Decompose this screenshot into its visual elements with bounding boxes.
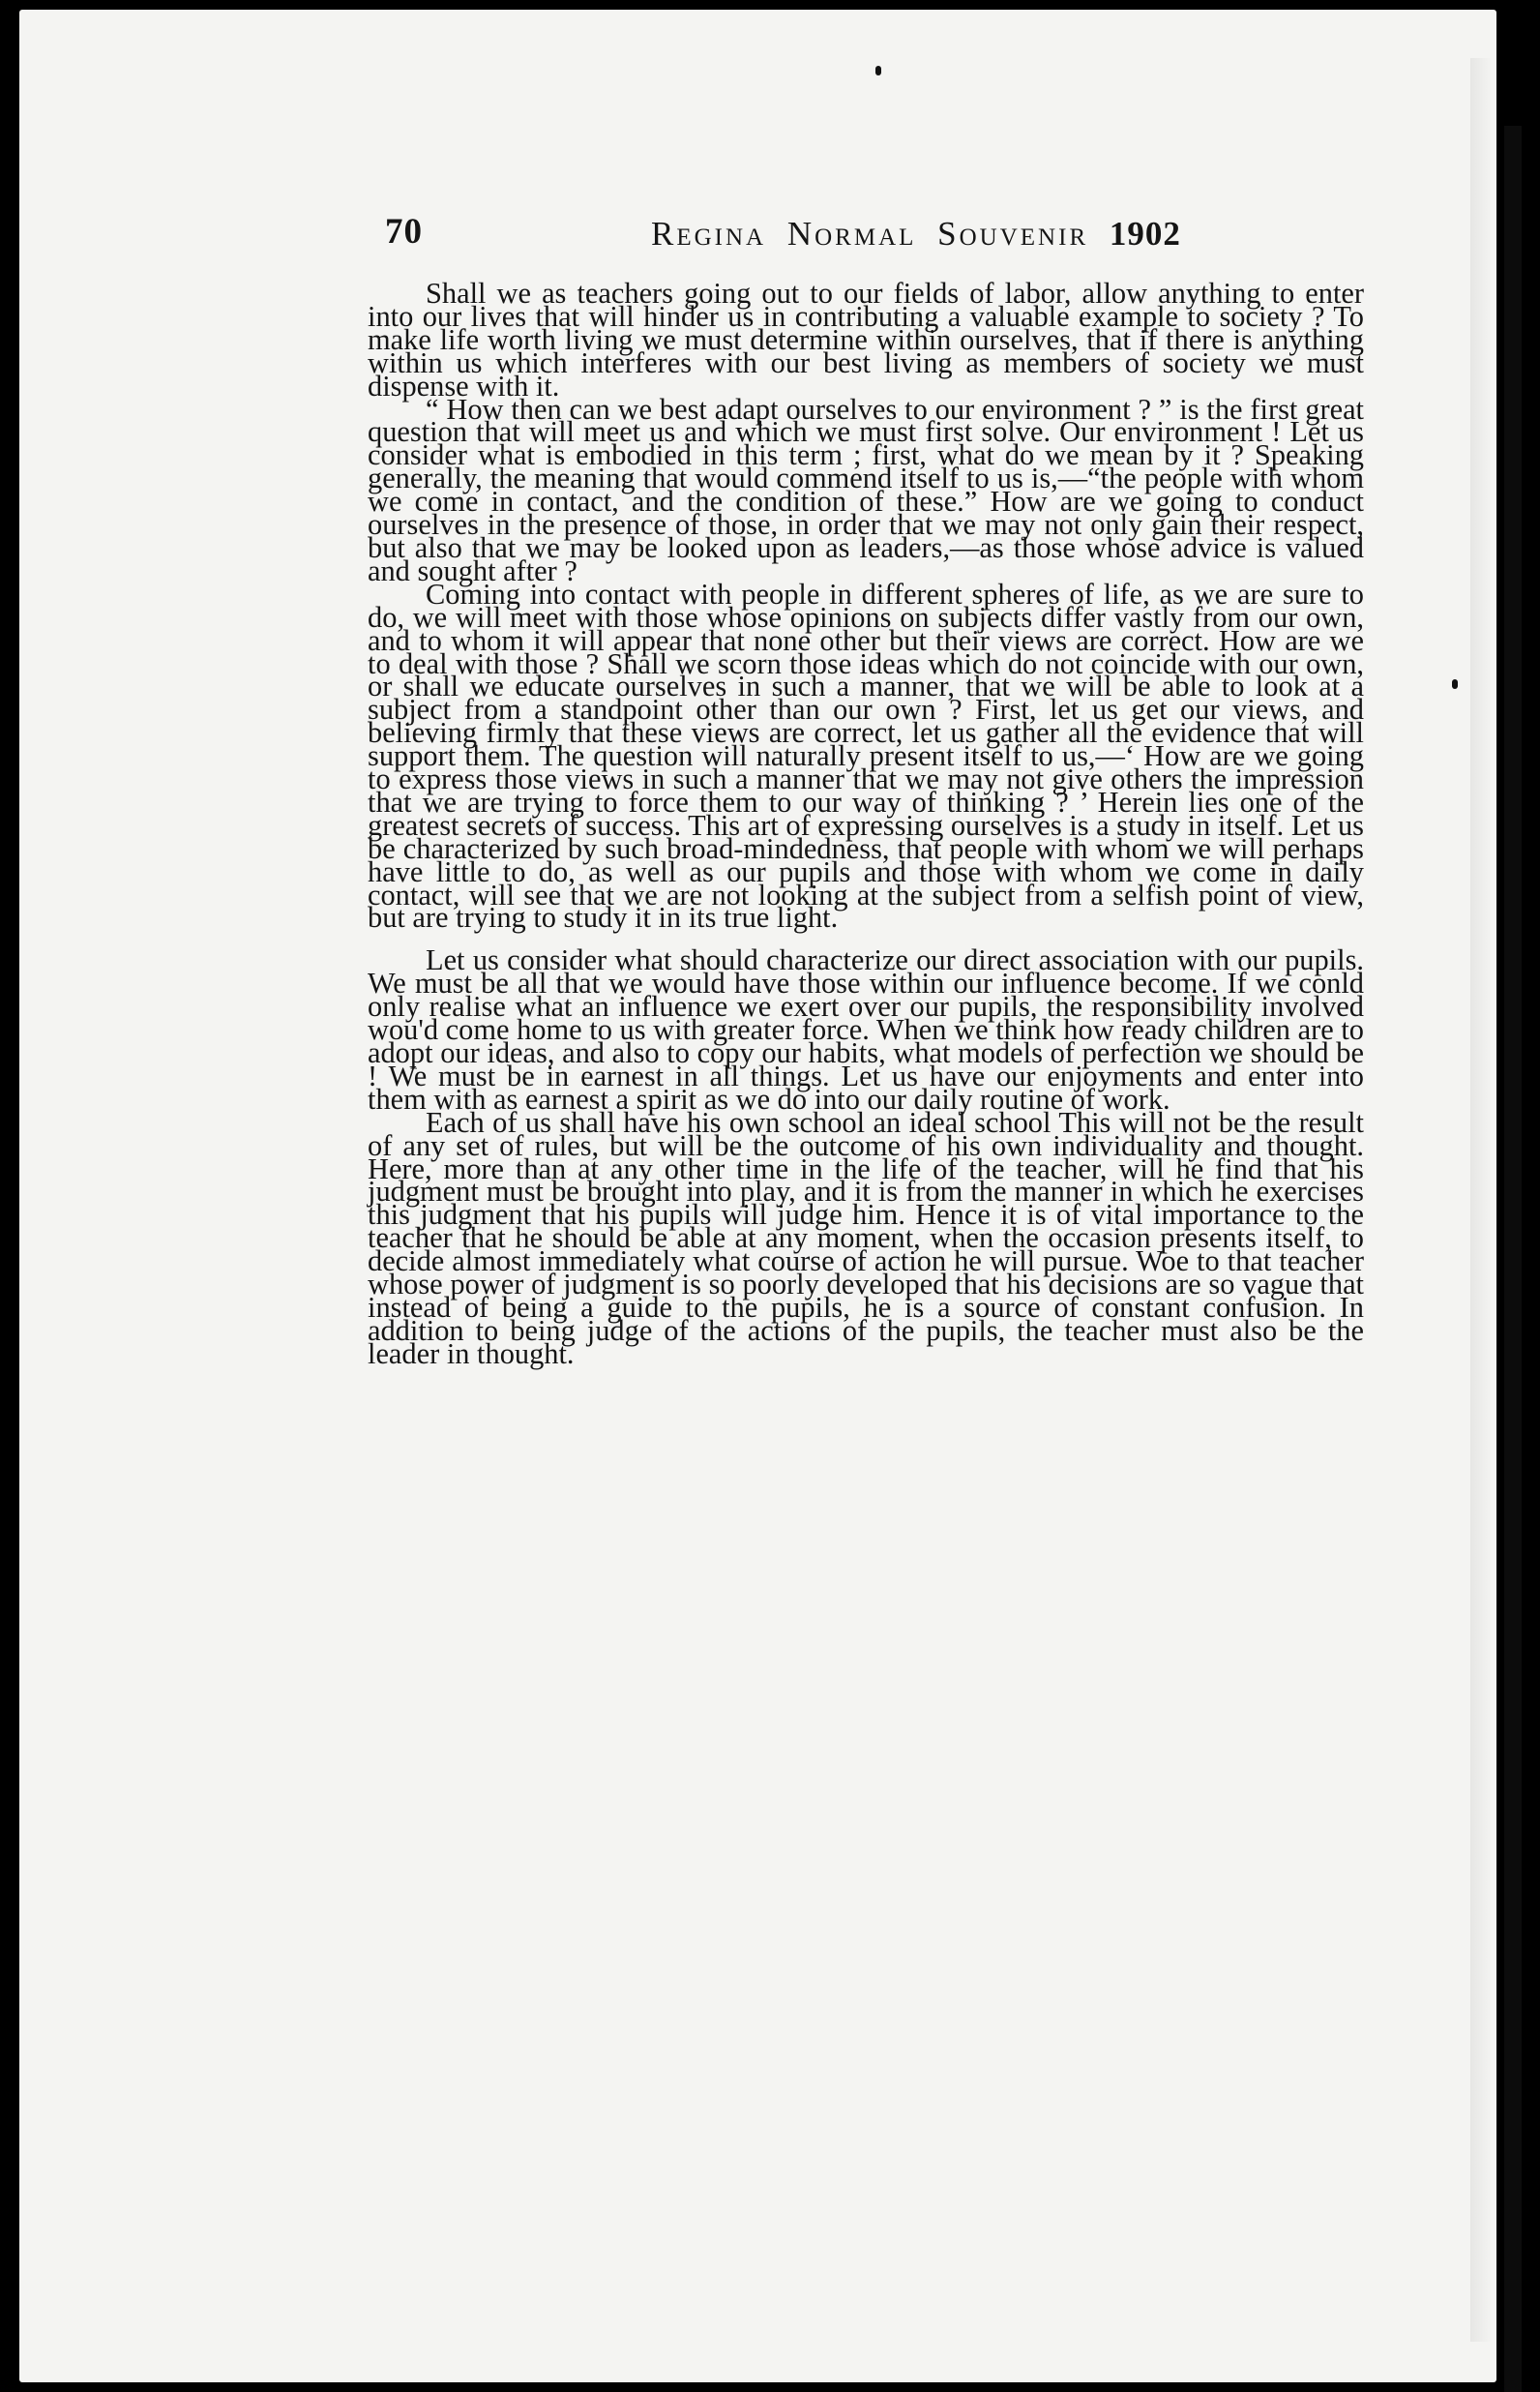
page-edge-border [1504,126,1522,2392]
scan-speck [875,66,881,75]
page-header [385,211,1352,269]
paragraph: Each of us shall have his own school an ideal school This will not be the result of any set of rules, but will be the outcome of his own individuality and thought. Here, more than at any other time in the life of the teacher, will he find that his judgment must be brought into play, and it is from the manner in which he exercises this judgment that his pupils will judge him. Hence it is of vital importance to the teacher that he should be able at any moment, when the occasion presents itself, to decide almost immediately what course of action he will pursue. Woe to that teacher whose power of judgment is so poorly developed that his decisions are so vague that instead of being a guide to the pupils, he is a source of constant confusion. In addition to being judge of the actions of the pupils, the teacher must also be the leader in thought. [368,1105,1364,1370]
running-title [651,215,1181,254]
running-title-text: Regina Normal Souvenir [651,215,1089,253]
running-title-year: 1902 [1109,215,1181,253]
page-gutter-shadow [1470,58,1492,2342]
paragraph: Shall we as teachers going out to our fields of labor, allow anything to enter into our lives that will hinder us in contributing a valuable example to society ? To make life worth living we must determine within ourselves, that if there is anything within us which interferes with our best living as members of society we must dispense with it. [368,277,1364,403]
paragraph: “ How then can we best adapt ourselves to our environment ? ” is the first great question that will meet us and which we must first solve. Our environment ! Let us consider what is embodied in this term ; first, what do we mean by it ? Speaking generally, the meaning that would commend itself to us is,—“the people with whom we come in contact, and the condition of these.” How are we going to conduct ourselves in the presence of those, in order that we may not only gain their respect, but also that we may be looked upon as leaders,—as those whose advice is valued and sought after ? [368,392,1364,587]
paragraph: Coming into contact with people in different spheres of life, as we are sure to do, we will meet with those whose opinions on subjects differ vastly from our own, and to whom it will appear that none other but their views are correct. How are we to deal with those ? Shall we scorn those ideas which do not coincide with our own, or shall we educate ourselves in such a manner, that we will be able to look at a subject from a standpoint other than our own ? First, let us get our views, and believing firmly that these views are correct, let us gather all the evidence that will support them. The question will naturally present itself to us,—‘ How are we going to express those views in such a manner that we may not give others the impression that we are trying to force them to our way of thinking ? ’ Herein lies one of the greatest secrets of success. This art of expressing ourselves is a study in itself. Let us be characterized by such broad-mindedness, that people with whom we will perhaps have little to do, as well as our pupils and those with whom we come in daily contact, will see that we are not looking at the subject from a selfish point of view, but are trying to study it in its true light. [368,577,1364,935]
paragraph: Let us consider what should characterize our direct association with our pupils. We must be all that we would have those within our influence become. If we conld only realise what an influence we exert over our pupils, the responsibility involved wou'd come home to us with greater force. When we think how ready children are to adopt our ideas, and also to copy our habits, what models of perfection we should be ! We must be in earnest in all things. Let us have our enjoyments and enter into them with as earnest a spirit as we do into our daily routine of work. [368,943,1364,1116]
scan-speck [1452,679,1458,689]
page-number: 70 [385,212,423,252]
body-text [368,277,1364,1370]
